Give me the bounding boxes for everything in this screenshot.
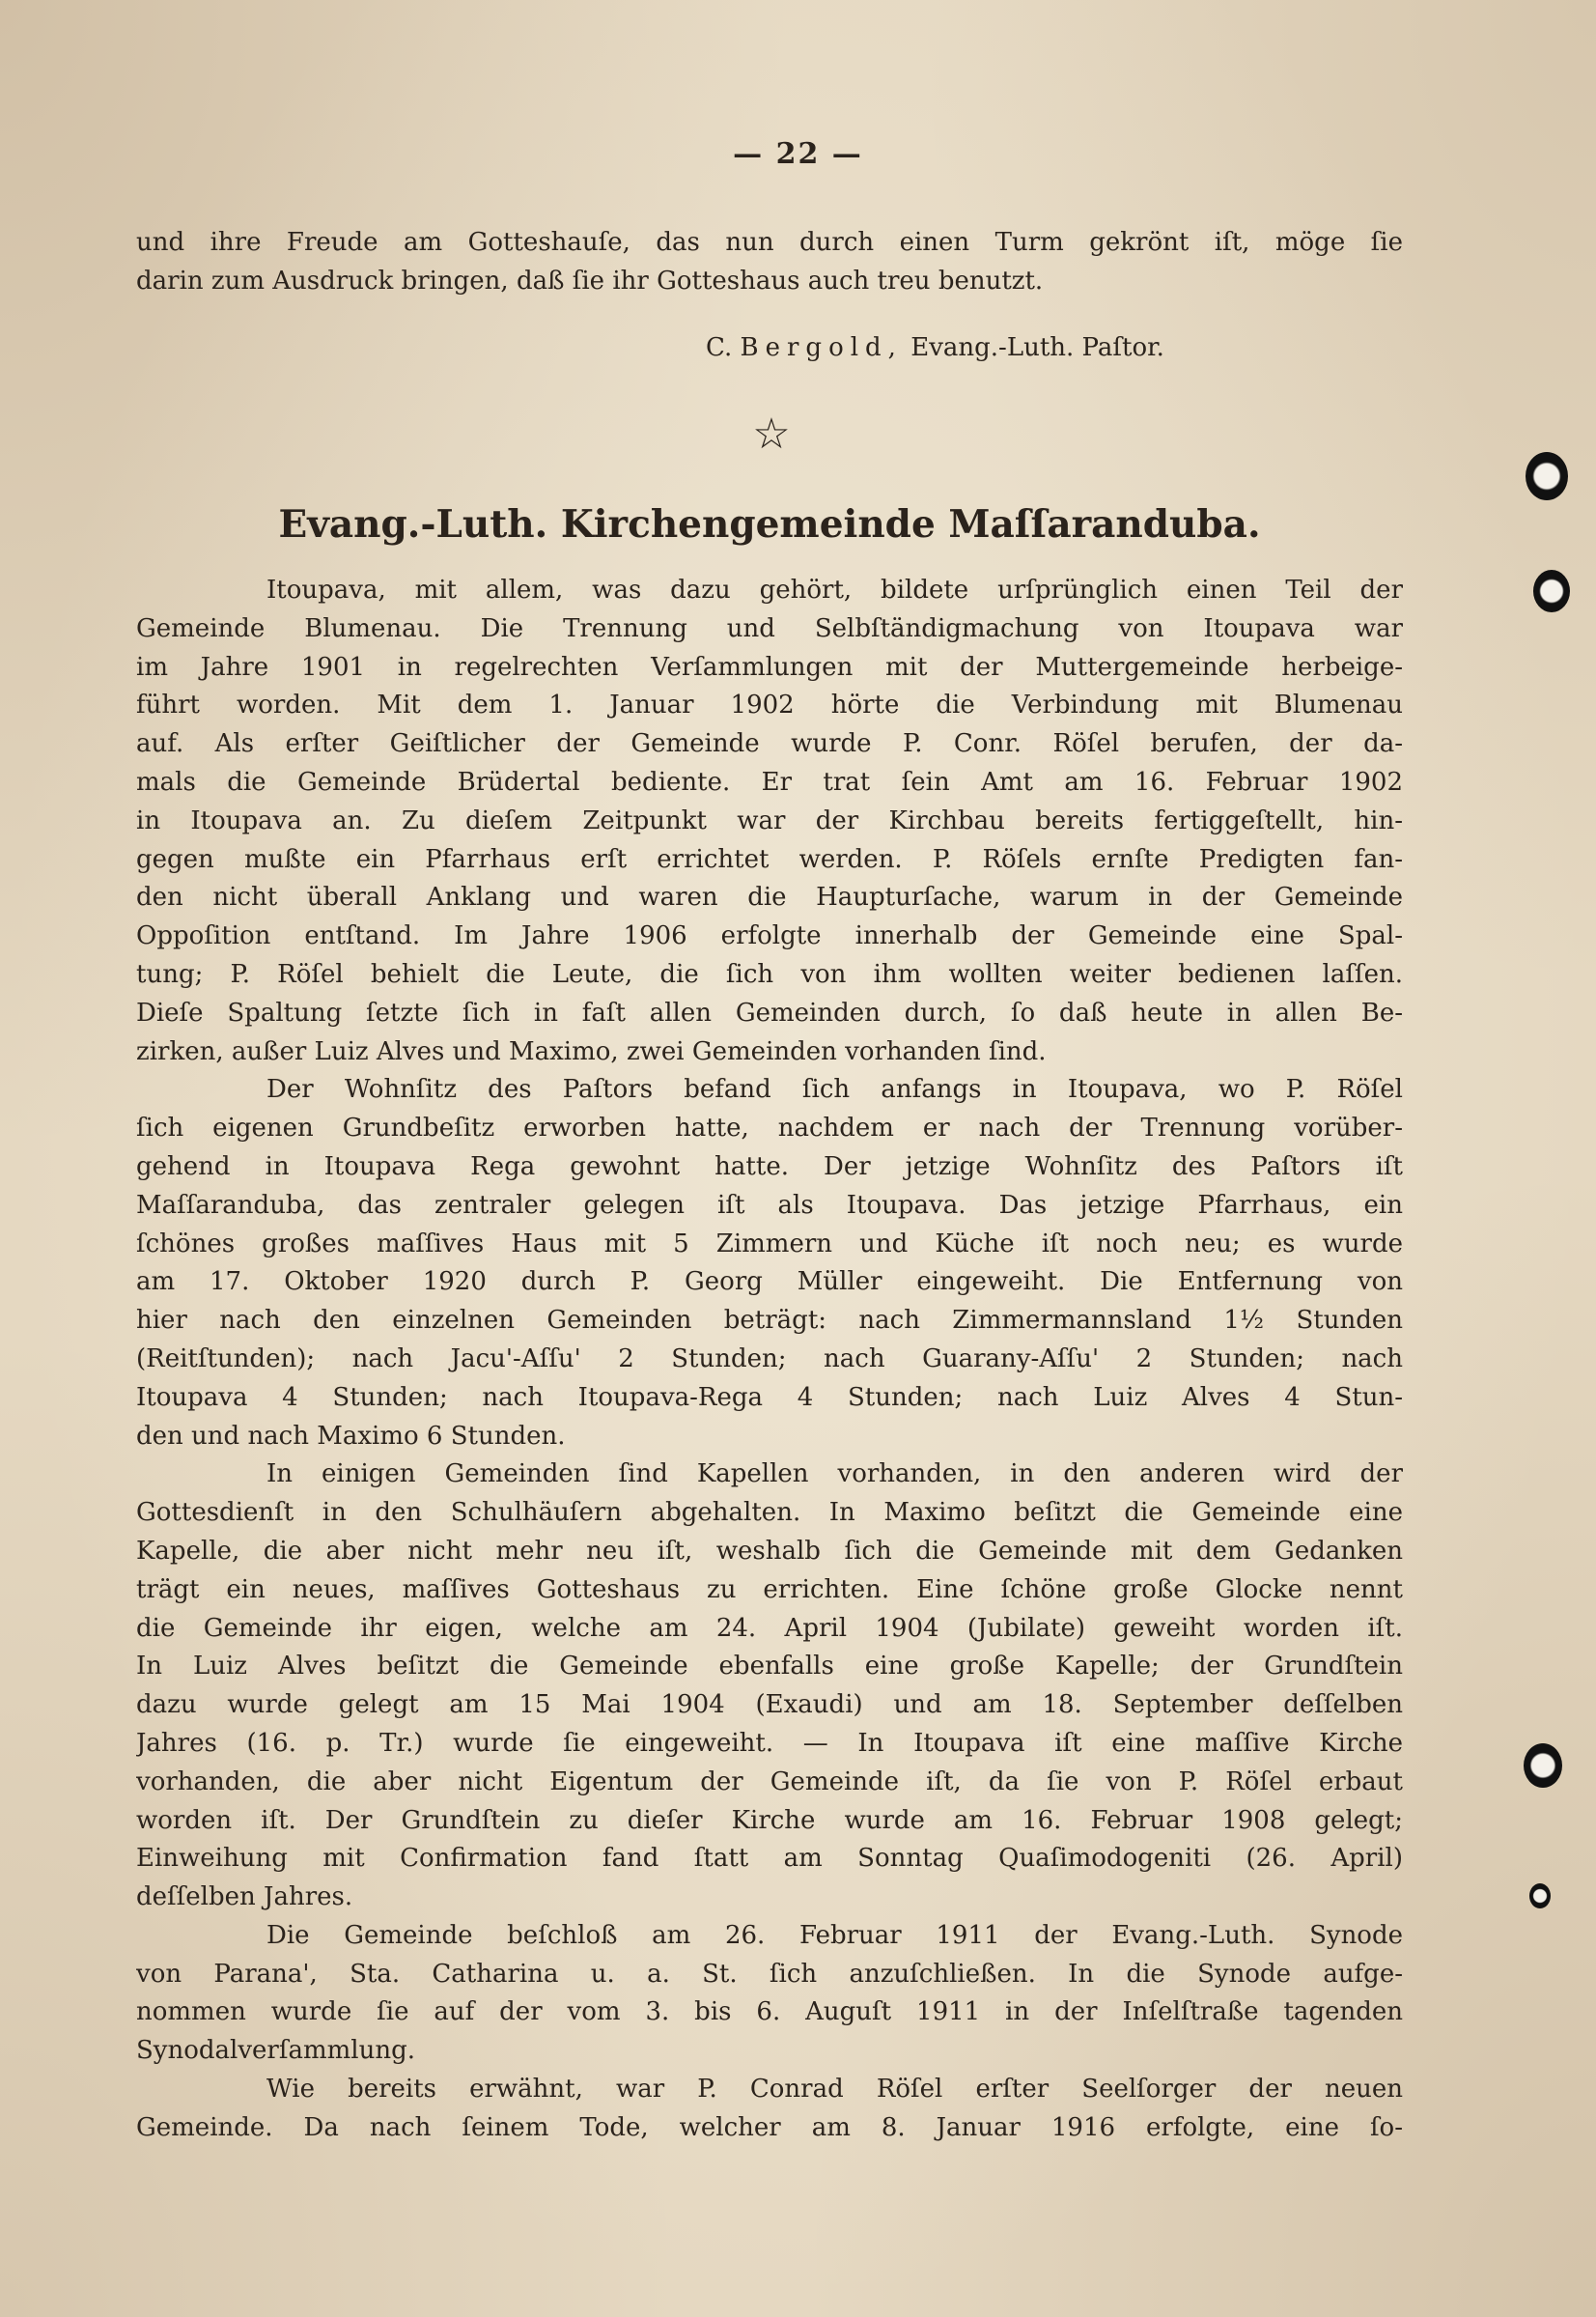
text-line: tung; P. Röſel behielt die Leute, die ſich von ihm wollten weiter bedienen laſſen. bbox=[136, 959, 1403, 989]
text-line: von Parana', Sta. Catharina u. a. St. ſich anzuſchließen. In die Synode aufge- bbox=[136, 1959, 1403, 1989]
star-ornament-icon: ☆ bbox=[752, 410, 791, 459]
text-line: ſchönes großes maſſives Haus mit 5 Zimmern und Küche iſt noch neu; es wurde bbox=[136, 1229, 1403, 1258]
page-number: — 22 — bbox=[733, 137, 863, 171]
signature-title: Evang.-Luth. Paſtor. bbox=[910, 333, 1164, 362]
text-line: in Itoupava an. Zu dieſem Zeitpunkt war der Kirchbau bereits fertiggeſtellt, hin- bbox=[136, 805, 1403, 835]
text-line: hier nach den einzelnen Gemeinden beträgt: nach Zimmermannsland 1½ Stunden bbox=[136, 1306, 1403, 1336]
punch-hole bbox=[1533, 570, 1570, 612]
text-line: Wie bereits erwähnt, war P. Conrad Röſel erſter Seelſorger der neuen bbox=[266, 2075, 1403, 2105]
text-line: Dieſe Spaltung ſetzte ſich in faſt allen Gemeinden durch, ſo daß heute in allen Be- bbox=[136, 998, 1403, 1028]
signature-name: Bergold, bbox=[740, 333, 903, 362]
text-line: In Luiz Alves beſitzt die Gemeinde ebenfalls eine große Kapelle; der Grundſtein bbox=[136, 1652, 1403, 1681]
text-line: nommen wurde ſie auf der vom 3. bis 6. Auguſt 1911 in der Inſelſtraße tagenden bbox=[136, 1997, 1403, 2027]
text-line: Der Wohnſitz des Paſtors befand ſich anfangs in Itoupava, wo P. Röſel bbox=[266, 1075, 1403, 1105]
text-line: im Jahre 1901 in regelrechten Verſammlungen mit der Muttergemeinde herbeige- bbox=[136, 652, 1403, 682]
text-line: Jahres (16. p. Tr.) wurde ſie eingeweiht. — In Itoupava iſt eine maſſive Kirche bbox=[136, 1728, 1403, 1758]
text-line: vorhanden, die aber nicht Eigentum der Gemeinde iſt, da ſie von P. Röſel erbaut bbox=[136, 1766, 1403, 1796]
text-line: am 17. Oktober 1920 durch P. Georg Müller eingeweiht. Die Entfernung von bbox=[136, 1267, 1403, 1297]
text-line: trägt ein neues, maſſives Gotteshaus zu errichten. Eine ſchöne große Glocke nennt bbox=[136, 1574, 1403, 1604]
punch-hole bbox=[1529, 1883, 1551, 1908]
body-text bbox=[136, 572, 1403, 2148]
text-line: Kapelle, die aber nicht mehr neu iſt, weshalb ſich die Gemeinde mit dem Gedanken bbox=[136, 1536, 1403, 1566]
text-line: dazu wurde gelegt am 15 Mai 1904 (Exaudi) und am 18. September deſſelben bbox=[136, 1690, 1403, 1720]
text-line: (Reitſtunden); nach Jacu'-Aſſu' 2 Stunden; nach Guarany-Aſſu' 2 Stunden; nach bbox=[136, 1343, 1403, 1373]
text-line: darin zum Ausdruck bringen, daß ſie ihr Gotteshaus auch treu benutzt. bbox=[136, 266, 1044, 296]
punch-hole bbox=[1526, 452, 1568, 500]
text-line: Gemeinde Blumenau. Die Trennung und Selbſtändigmachung von Itoupava war bbox=[136, 613, 1403, 643]
text-line: Itoupava, mit allem, was dazu gehört, bildete urſprünglich einen Teil der bbox=[266, 576, 1403, 605]
text-line: Maſſaranduba, das zentraler gelegen iſt als Itoupava. Das jetzige Pfarrhaus, ein bbox=[136, 1190, 1403, 1220]
signature bbox=[706, 328, 1164, 367]
signature-initial: C. bbox=[706, 333, 733, 362]
text-line: Gottesdienſt in den Schulhäuſern abgehalten. In Maximo beſitzt die Gemeinde eine bbox=[136, 1498, 1403, 1528]
text-line: und ihre Freude am Gotteshauſe, das nun durch einen Turm gekrönt iſt, möge ſie bbox=[136, 228, 1403, 257]
text-line: ſich eigenen Grundbeſitz erworben hatte, nachdem er nach der Trennung vorüber- bbox=[136, 1114, 1403, 1144]
punch-hole bbox=[1524, 1743, 1562, 1788]
text-line: mals die Gemeinde Brüdertal bediente. Er trat ſein Amt am 16. Februar 1902 bbox=[136, 767, 1403, 797]
text-line: gehend in Itoupava Rega gewohnt hatte. Der jetzige Wohnſitz des Paſtors iſt bbox=[136, 1151, 1403, 1181]
text-line: In einigen Gemeinden ſind Kapellen vorhanden, in den anderen wird der bbox=[266, 1459, 1403, 1489]
text-line: den nicht überall Anklang und waren die Haupturſache, warum in der Gemeinde bbox=[136, 883, 1403, 913]
text-line: auf. Als erſter Geiſtlicher der Gemeinde wurde P. Conr. Röſel berufen, der da- bbox=[136, 729, 1403, 759]
intro-text bbox=[136, 224, 1403, 301]
text-line: den und nach Maximo 6 Stunden. bbox=[136, 1421, 566, 1451]
text-line: Gemeinde. Da nach ſeinem Tode, welcher am 8. Januar 1916 erfolgte, eine ſo- bbox=[136, 2112, 1403, 2142]
section-heading: Evang.-Luth. Kirchengemeinde Maſſaranduba. bbox=[278, 502, 1261, 547]
text-line: gegen mußte ein Pfarrhaus erſt errichtet werden. P. Röſels ernſte Predigten fan- bbox=[136, 844, 1403, 874]
text-line: deſſelben Jahres. bbox=[136, 1882, 353, 1912]
text-line: Die Gemeinde beſchloß am 26. Februar 1911 der Evang.-Luth. Synode bbox=[266, 1920, 1403, 1950]
text-line: zirken, außer Luiz Alves und Maximo, zwei Gemeinden vorhanden ſind. bbox=[136, 1036, 1047, 1066]
text-line: worden iſt. Der Grundſtein zu dieſer Kirche wurde am 16. Februar 1908 gelegt; bbox=[136, 1805, 1403, 1835]
text-line: die Gemeinde ihr eigen, welche am 24. April 1904 (Jubilate) geweiht worden iſt. bbox=[136, 1613, 1403, 1643]
text-line: Itoupava 4 Stunden; nach Itoupava-Rega 4 Stunden; nach Luiz Alves 4 Stun- bbox=[136, 1382, 1403, 1412]
text-line: Einweihung mit Confirmation fand ſtatt am Sonntag Quaſimodogeniti (26. April) bbox=[136, 1844, 1403, 1874]
text-line: Oppoſition entſtand. Im Jahre 1906 erfolgte innerhalb der Gemeinde eine Spal- bbox=[136, 921, 1403, 951]
text-line: Synodalverſammlung. bbox=[136, 2036, 416, 2066]
text-line: führt worden. Mit dem 1. Januar 1902 hörte die Verbindung mit Blumenau bbox=[136, 691, 1403, 721]
